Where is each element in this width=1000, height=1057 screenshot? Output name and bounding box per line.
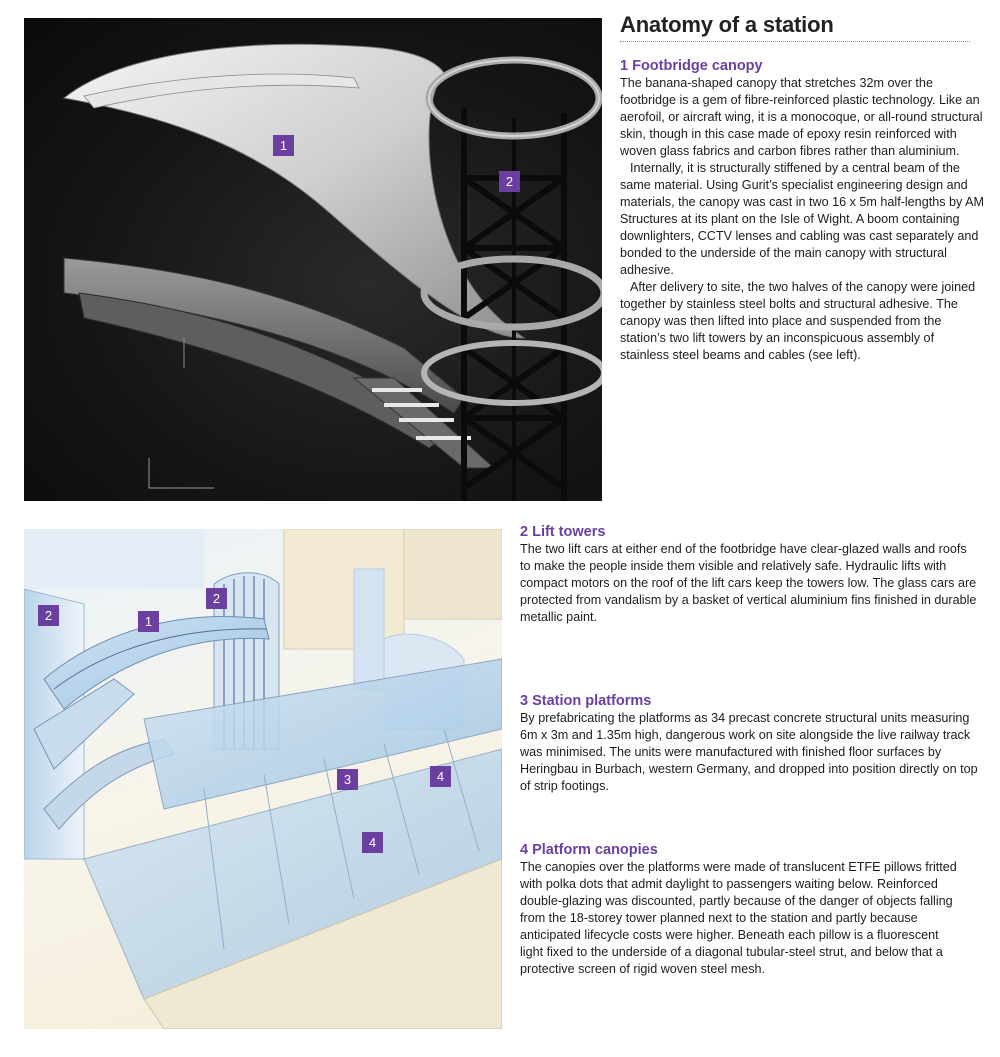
section-heading: 1 Footbridge canopy — [620, 58, 763, 74]
section-heading: 2 Lift towers — [520, 524, 606, 540]
marker-top-1: 1 — [273, 135, 294, 156]
building-block — [284, 529, 404, 649]
section-paragraph: By prefabricating the platforms as 34 precast concrete structural units measuring 6m x 3m and 1.35m high, dangerous work on site alongside the live railway track was minimised. The units were manufactured with finished floor surfaces by Heringbau in Burbach, western Germany, and dropped into position directly on top of strip footings. — [520, 711, 978, 793]
title-divider — [620, 41, 970, 42]
section-platform-canopies — [520, 842, 960, 978]
marker-bottom-2b: 2 — [206, 588, 227, 609]
marker-bottom-4b: 4 — [362, 832, 383, 853]
section-footbridge-canopy — [620, 58, 985, 364]
marker-bottom-2a: 2 — [38, 605, 59, 626]
marker-bottom-3: 3 — [337, 769, 358, 790]
section-lift-towers — [520, 524, 980, 626]
station-overview-render — [24, 529, 502, 1029]
section-paragraph: Internally, it is structurally stiffened by a central beam of the same material. Using Gurit’s specialist engineering design and materials, the canopy was cast in two 16 x 5m half-lengths by AM Structures at its plant on the Isle of Wight. A boom containing downlighters, CCTV lenses and cabling was cast separately and bonded to the underside of the main canopy with structural adhesive. — [620, 161, 984, 277]
page-title: Anatomy of a station — [620, 12, 834, 37]
marker-bottom-1: 1 — [138, 611, 159, 632]
lift-tower-frame — [464, 108, 564, 501]
marker-top-2: 2 — [499, 171, 520, 192]
section-station-platforms — [520, 693, 980, 795]
footbridge-canopy-render — [24, 18, 602, 501]
section-paragraph: The canopies over the platforms were made of translucent ETFE pillows fritted with polka dots that admit daylight to passengers waiting below. Reinforced double-glazing was discounted, partly because of the danger of objects falling from the 18-storey tower planned next to the station and partly because anticipated lifecycle costs were higher. Beneath each pillow is a fluorescent light fixed to the underside of a diagonal tubular-steel strut, and below that a protective screen of rigid woven steel mesh. — [520, 860, 957, 976]
section-heading: 3 Station platforms — [520, 693, 652, 709]
section-paragraph: The banana-shaped canopy that stretches 32m over the footbridge is a gem of fibre-reinforced plastic technology. Like an aerofoil, or aircraft wing, it is a monocoque, or all-round structural skin, though in this case made of epoxy resin reinforced with woven glass fabrics and carbon fibres rather than aluminium. — [620, 76, 983, 158]
canopy-illustration — [24, 18, 602, 501]
section-paragraph: The two lift cars at either end of the footbridge have clear-glazed walls and roofs to make the people inside them visible and relatively safe. Hydraulic lifts with compact motors on the roof of the lift cars keep the towers low. The glass cars are protected from vandalism by a basket of vertical aluminium fins finished in durable metallic paint. — [520, 542, 977, 624]
section-paragraph: After delivery to site, the two halves of the canopy were joined together by stainless steel bolts and structural adhesive. The canopy was then lifted into place and suspended from the station’s two lift towers by an inconspicuous assembly of stainless steel beams and cables (see left). — [620, 280, 976, 362]
section-heading: 4 Platform canopies — [520, 842, 658, 858]
marker-bottom-4a: 4 — [430, 766, 451, 787]
